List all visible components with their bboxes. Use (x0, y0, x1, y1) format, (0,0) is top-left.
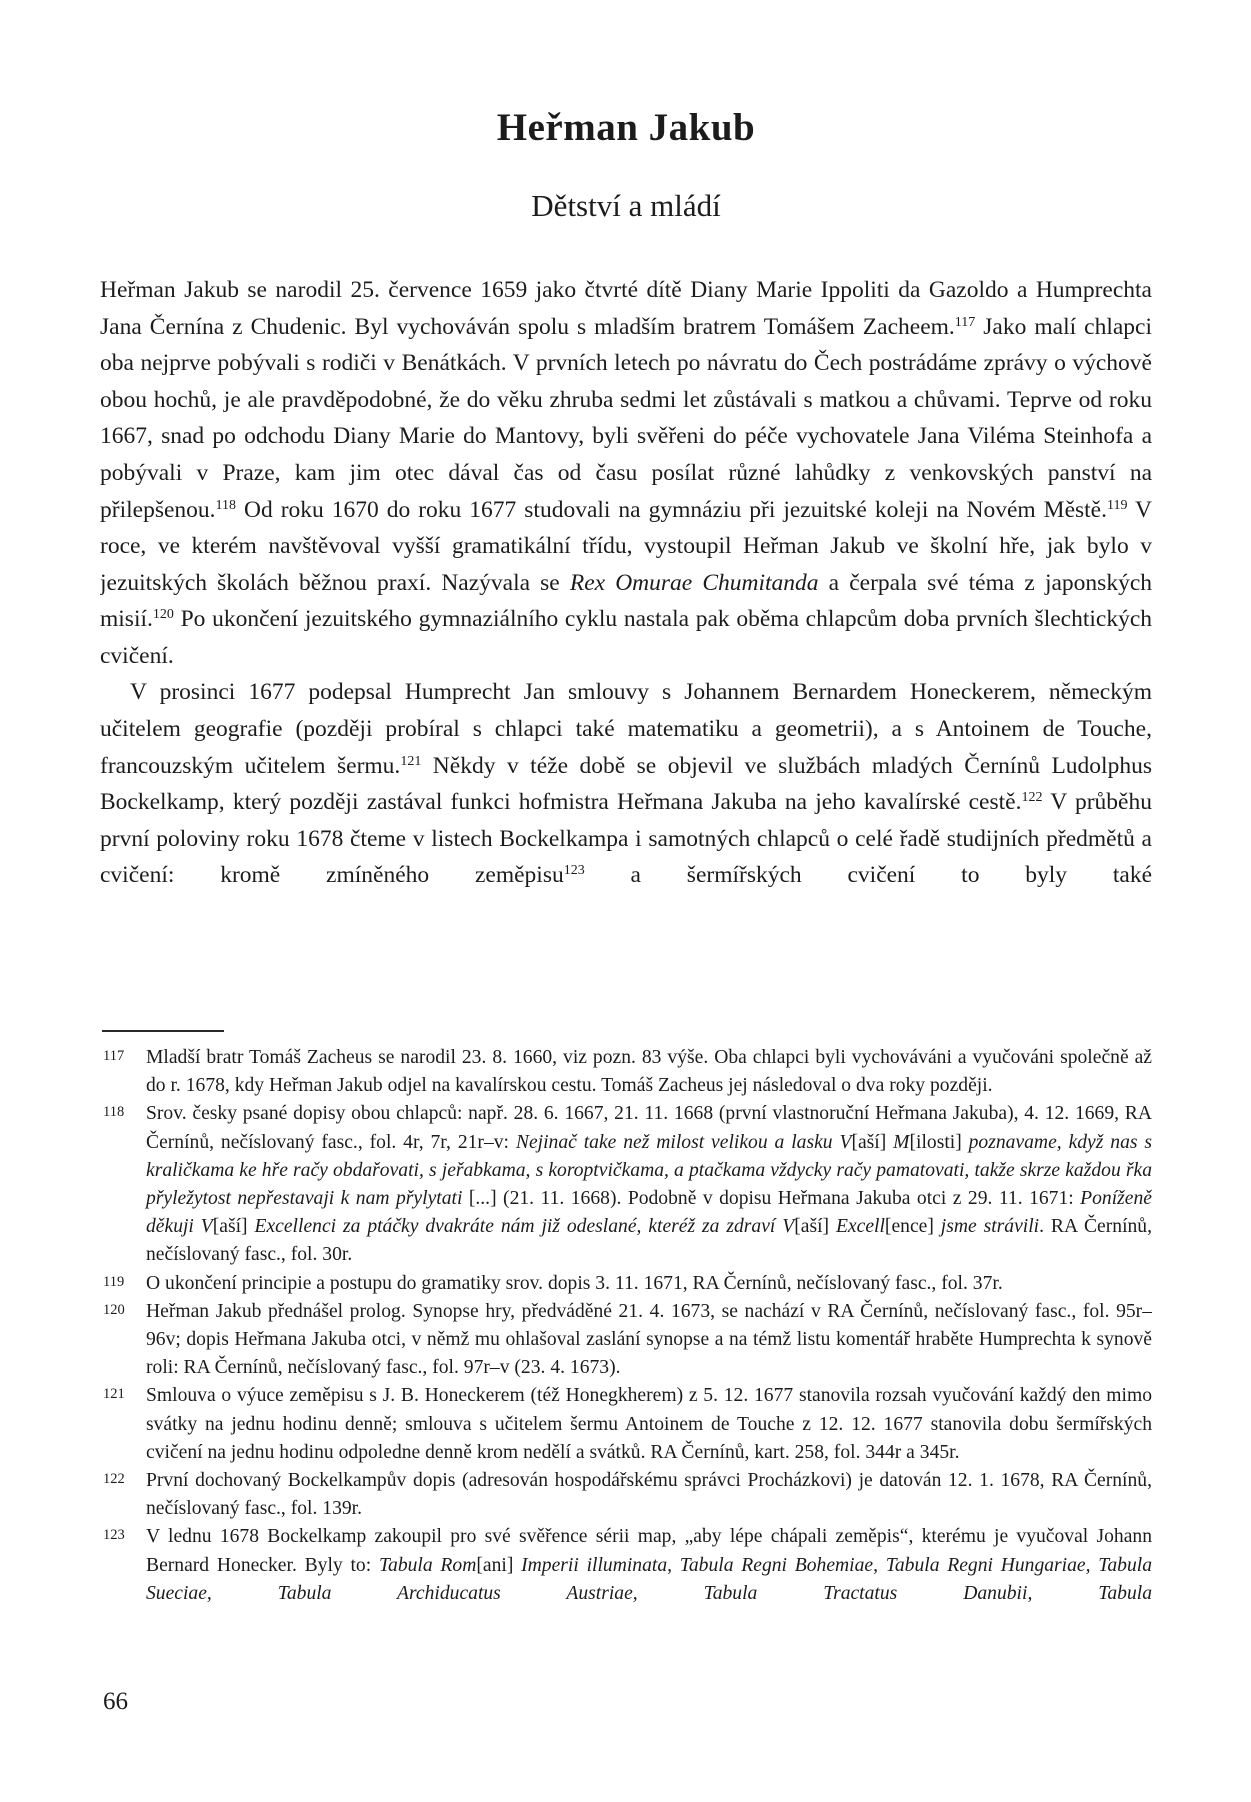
italic-text: Rex Omurae Chumitanda (569, 569, 819, 596)
italic-text: jsme strávili (940, 1216, 1040, 1238)
text-run: Heřman Jakub se narodil 25. července 1659 jako čtvrté dítě Diany Marie Ippoliti da Gazoldo a Humprechta Jana Černína z Chudenic. Byl vychováván spolu s mladším bratrem Tomášem Zacheem. (100, 276, 1152, 340)
chapter-subtitle: Dětství a mládí (531, 187, 721, 223)
text-run: [...] (21. 11. 1668). Podobně v dopisu Heřmana Jakuba otci z 29. 11. 1671: (462, 1188, 1081, 1210)
italic-text: M (893, 1131, 910, 1153)
text-run: Smlouva o výuce zeměpisu s J. B. Honeckerem (též Honegkherem) z 5. 12. 1677 stanovila rozsah vyučování každý den mimo svátky na jednu hodinu denně; smlouva s učitelem šermu Antoinem de Touche z 12. 12. 1677 stanovila dobu šermířských cvičení na jednu hodinu odpoledne denně krom nedělí a svátků. RA Černínů, kart. 258, fol. 344r a 345r. (146, 1385, 1152, 1463)
italic-text: Excell (835, 1216, 885, 1238)
footnote-text (146, 1385, 1152, 1462)
text-run: V roce, ve kterém navštěvoval vyšší gramatikální třídu, vystoupil Heřman Jakub ve školní hře, jak bylo v jezuitských školách běžnou praxí. Nazývala se (100, 496, 1152, 596)
text-run: [ence] (884, 1216, 941, 1238)
text-run: Mladší bratr Tomáš Zacheus se narodil 23. 8. 1660, viz pozn. 83 výše. Oba chlapci byli vychováváni a vyučováni společně až do r. 1678, kdy Heřman Jakub odjel na kavalírskou cestu. Tomáš Zacheus jej následoval o dva roky později. (146, 1047, 1152, 1097)
footnote-120 (100, 1298, 1152, 1383)
italic-text: Nejinač take než milost velikou a lasku V (515, 1131, 852, 1153)
text-run: V lednu 1678 Bockelkamp zakoupil pro své svěřence sérii map, „aby lépe chápali zeměpis“, kterému je vyučoval Johann Bernard Honecker. Byly to: (146, 1526, 1152, 1576)
footnote-number: 121 (103, 1386, 125, 1403)
footnote-121 (100, 1382, 1152, 1467)
footnote-ref: 118 (215, 497, 236, 513)
body-text (100, 272, 1152, 1020)
footnote-text (146, 1301, 1152, 1378)
text-run: Někdy v téže době se objevil ve službách mladých Černínů Ludolphus Bockelkamp, který později zastával funkci hofmistra Heřmana Jakuba na jeho kavalírské cestě. (100, 752, 1152, 816)
footnote-118 (100, 1100, 1152, 1269)
footnote-text (146, 1526, 1152, 1603)
footnote-122 (100, 1467, 1152, 1523)
text-run: a šermířských cvičení to byly také (584, 862, 1152, 889)
page-title: Heřman Jakub (496, 106, 756, 149)
text-run: První dochovaný Bockelkampův dopis (adresován hospodářskému správci Procházkovi) je datován 12. 1. 1678, RA Černínů, nečíslovaný fasc., fol. 139r. (146, 1470, 1152, 1520)
paragraph (100, 272, 1152, 675)
footnote-ref: 119 (1106, 497, 1128, 513)
italic-text: Imperii illuminata, Tabula Regni Bohemiae, Tabula Regni Hungariae, Tabula Sueciae, Tabula Archiducatus Austriae, Tabula Tractatus Danubii, Tabula (146, 1554, 1152, 1604)
footnote-text (146, 1047, 1152, 1096)
footnote-number: 119 (103, 1273, 125, 1290)
footnote-119 (100, 1270, 1152, 1298)
text-run: Po ukončení jezuitského gymnaziálního cyklu nastala pak oběma chlapcům doba prvních šlechtických cvičení. (100, 606, 1152, 669)
text-run: Heřman Jakub přednášel prolog. Synopse hry, předváděné 21. 4. 1673, se nachází v RA Černínů, nečíslovaný fasc., fol. 95r–96v; dopis Heřmana Jakuba otci, v němž mu ohlašoval zaslání synopse a na témž listu komentář hraběte Humprechta k synově roli: RA Černínů, nečíslovaný fasc., fol. 97r–v (23. 4. 1673). (146, 1300, 1152, 1379)
text-run: Od roku 1670 do roku 1677 studovali na gymnáziu při jezuitské koleji na Novém Městě. (236, 496, 1107, 523)
footnote-123 (100, 1523, 1152, 1608)
paragraph (100, 674, 1152, 894)
text-run: [aší] (794, 1216, 836, 1238)
footnote-number: 118 (103, 1104, 125, 1121)
footnote-number: 117 (103, 1048, 125, 1064)
text-run: [ilosti] (909, 1131, 969, 1153)
footnote-text (146, 1273, 1003, 1294)
footnote-117 (100, 1044, 1152, 1100)
text-run: a čerpala své téma z japonských misií. (100, 569, 1152, 633)
footnotes-list (100, 1044, 1152, 1608)
text-run: . RA Černínů, nečíslovaný fasc., fol. 30r. (146, 1216, 1152, 1266)
text-run: O ukončení principie a postupu do gramatiky srov. dopis 3. 11. 1671, RA Černínů, nečíslovaný fasc., fol. 37r. (146, 1272, 1003, 1294)
italic-text: Poníženě děkuji V (146, 1188, 1152, 1238)
text-run: Srov. česky psané dopisy obou chlapců: např. 28. 6. 1667, 21. 11. 1668 (první vlastnoruční Heřmana Jakuba), 4. 12. 1669, RA Černínů, nečíslovaný fasc., fol. 4r, 7r, 21r–v: (146, 1103, 1152, 1153)
text-run: [aší] (851, 1131, 894, 1153)
footnote-number: 123 (103, 1527, 125, 1544)
footnotes-section (100, 1022, 1152, 1608)
page-number: 66 (103, 1688, 128, 1715)
text-run: V průběhu první poloviny roku 1678 čteme v listech Bockelkampa i samotných chlapců o celé řadě studijních předmětů a cvičení: kromě zmíněného zeměpisu (100, 789, 1152, 889)
text-column (100, 0, 1152, 1020)
footnote-ref: 121 (400, 753, 422, 769)
footnote-ref: 117 (954, 314, 976, 330)
footnote-ref: 123 (563, 863, 585, 879)
italic-text: Excellenci za ptáčky dvakráte nám již odeslané, kteréž za zdraví V (254, 1216, 795, 1238)
text-run: [aší] (212, 1216, 255, 1238)
footnote-text (146, 1103, 1152, 1265)
text-run: Jako malí chlapci oba nejprve pobývali s rodiči v Benátkách. V prvních letech po návratu do Čech postrádáme zprávy o výchově obou hochů, je ale pravděpodobné, že do věku zhruba sedmi let zůstávali s matkou a chůvami. Teprve od roku 1667, snad po odchodu Diany Marie do Mantovy, byli svěřeni do péče vychovatele Jana Viléma Steinhofa a pobývali v Praze, kam jim otec dával čas od času posílat různé lahůdky z venkovských panství na přilepšenou. (100, 313, 1152, 523)
text-run: [ani] (476, 1554, 522, 1576)
footnote-ref: 122 (1021, 790, 1043, 806)
footnote-number: 122 (103, 1471, 125, 1488)
italic-text: poznavame, když nas s kraličkama ke hře račy obdařovati, s jeřabkama, s koroptvičkama, a ptačkama vždycky račy pamatovati, takže skrze každou řka přyležytost nepřestavaji k nam přylytati (146, 1131, 1152, 1210)
footnote-ref: 120 (152, 607, 174, 623)
text-run: V prosinci 1677 podepsal Humprecht Jan smlouvy s Johannem Bernardem Honeckerem, německým učitelem geografie (později probíral s chlapci také matematiku a geometrii), a s Antoinem de Touche, francouzským učitelem šermu. (100, 679, 1152, 779)
footnote-text (146, 1470, 1152, 1519)
footnote-rule (102, 1030, 224, 1032)
italic-text: Tabula Rom (378, 1554, 477, 1576)
footnote-number: 120 (103, 1301, 125, 1318)
